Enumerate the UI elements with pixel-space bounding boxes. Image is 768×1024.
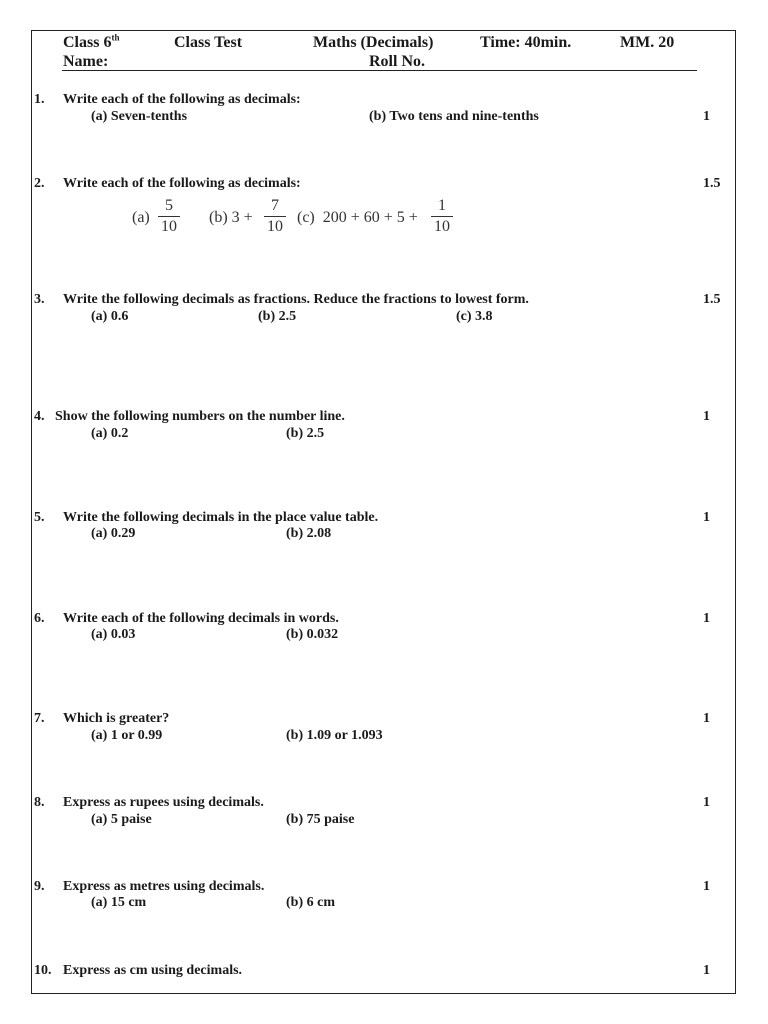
question-8-marks: 1 — [703, 795, 710, 810]
q2-fraction-a — [158, 197, 180, 236]
question-3-text: Write the following decimals as fractions. Reduce the fractions to lowest form. — [63, 292, 529, 307]
question-4-part-b: (b) 2.5 — [286, 426, 325, 441]
question-2-number: 2. — [34, 176, 45, 191]
q2-part-b-label: (b) 3 + — [209, 209, 253, 226]
q2-fraction-c-denominator: 10 — [434, 218, 450, 235]
name-label: Name: — [63, 53, 109, 70]
question-4-number: 4. — [34, 409, 45, 424]
question-7-number: 7. — [34, 711, 45, 726]
q2-fraction-b-numerator: 7 — [271, 197, 279, 214]
q2-fraction-c-numerator: 1 — [438, 197, 446, 214]
q2-fraction-a-denominator: 10 — [161, 218, 177, 235]
test-label: Class Test — [174, 34, 243, 51]
q2-fraction-b-denominator: 10 — [267, 218, 283, 235]
q2-fraction-c — [431, 197, 453, 236]
time-label: Time: 40min. — [480, 34, 572, 51]
question-10-text: Express as cm using decimals. — [63, 963, 243, 978]
question-4-marks: 1 — [703, 409, 710, 424]
question-9-part-b: (b) 6 cm — [286, 895, 335, 910]
question-10-marks: 1 — [703, 963, 710, 978]
question-7-part-a: (a) 1 or 0.99 — [91, 728, 163, 743]
question-2-marks: 1.5 — [703, 176, 721, 191]
subject-title: Maths (Decimals) — [313, 34, 434, 51]
question-5-text: Write the following decimals in the place value table. — [63, 510, 379, 525]
header-rule — [62, 70, 697, 71]
q2-part-a-label: (a) — [132, 209, 150, 226]
question-4-part-a: (a) 0.2 — [91, 426, 129, 441]
roll-label: Roll No. — [369, 53, 425, 70]
question-1-part-b: (b) Two tens and nine-tenths — [369, 109, 539, 124]
question-8-number: 8. — [34, 795, 45, 810]
question-3-marks: 1.5 — [703, 292, 721, 307]
fraction-bar — [264, 216, 286, 217]
class-superscript: th — [111, 32, 120, 43]
question-3-number: 3. — [34, 292, 45, 307]
question-9-text: Express as metres using decimals. — [63, 879, 265, 894]
question-2-text: Write each of the following as decimals: — [63, 176, 301, 191]
question-5-part-a: (a) 0.29 — [91, 526, 136, 541]
question-8-part-b: (b) 75 paise — [286, 812, 355, 827]
question-7-marks: 1 — [703, 711, 710, 726]
question-6-marks: 1 — [703, 611, 710, 626]
question-6-number: 6. — [34, 611, 45, 626]
question-6-part-b: (b) 0.032 — [286, 627, 339, 642]
question-1-text: Write each of the following as decimals: — [63, 92, 301, 107]
fraction-bar — [158, 216, 180, 217]
question-10-number: 10. — [34, 963, 52, 978]
class-label: Class 6th — [63, 32, 120, 51]
question-8-part-a: (a) 5 paise — [91, 812, 152, 827]
question-3-part-b: (b) 2.5 — [258, 309, 297, 324]
question-3-part-c: (c) 3.8 — [456, 309, 493, 324]
question-5-part-b: (b) 2.08 — [286, 526, 332, 541]
question-7-text: Which is greater? — [63, 711, 170, 726]
question-1-part-a: (a) Seven-tenths — [91, 109, 188, 124]
fraction-bar — [431, 216, 453, 217]
question-7-part-b: (b) 1.09 or 1.093 — [286, 728, 383, 743]
question-9-number: 9. — [34, 879, 45, 894]
q2-fraction-b — [264, 197, 286, 236]
question-1-number: 1. — [34, 92, 45, 107]
max-marks: MM. 20 — [620, 34, 675, 51]
question-4-text: Show the following numbers on the number line. — [55, 409, 345, 424]
question-6-text: Write each of the following decimals in words. — [63, 611, 339, 626]
question-9-marks: 1 — [703, 879, 710, 894]
q2-part-c-label: (c) 200 + 60 + 5 + — [297, 209, 418, 226]
question-1-marks: 1 — [703, 109, 710, 124]
question-8-text: Express as rupees using decimals. — [63, 795, 264, 810]
question-5-marks: 1 — [703, 510, 710, 525]
question-9-part-a: (a) 15 cm — [91, 895, 147, 910]
q2-fraction-a-numerator: 5 — [165, 197, 173, 214]
question-3-part-a: (a) 0.6 — [91, 309, 129, 324]
question-6-part-a: (a) 0.03 — [91, 627, 136, 642]
question-5-number: 5. — [34, 510, 45, 525]
